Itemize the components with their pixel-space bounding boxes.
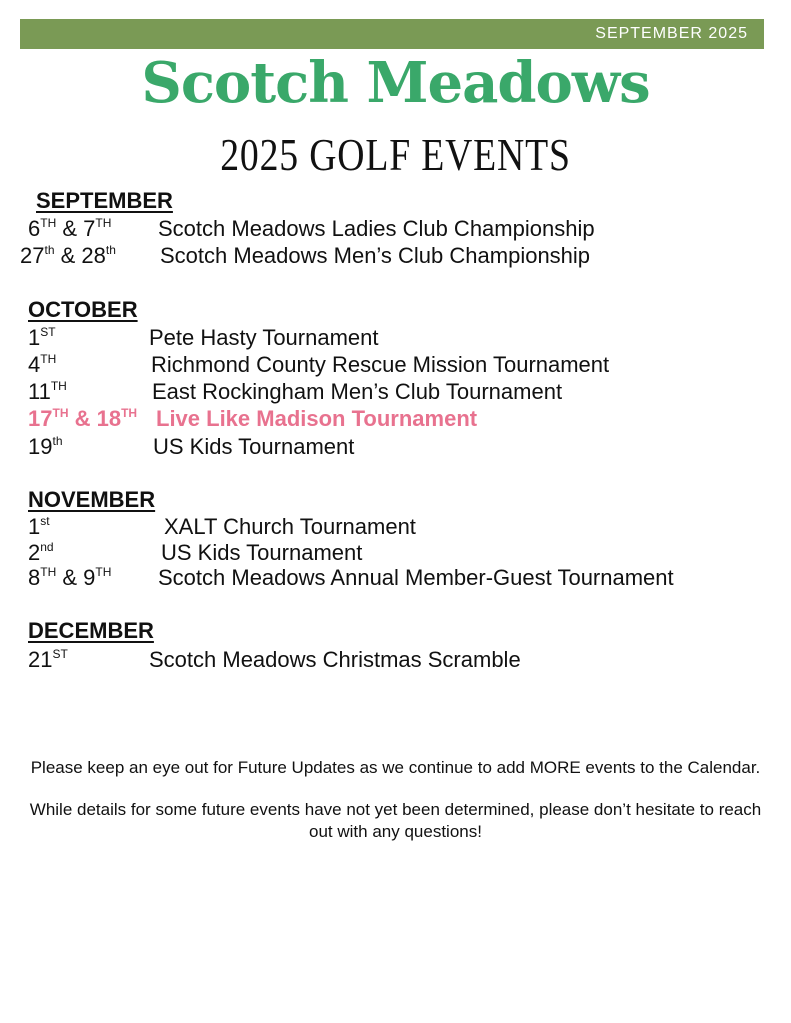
- events-subtitle: 2025 GOLF EVENTS: [220, 129, 571, 180]
- event-name: Scotch Meadows Ladies Club Championship: [158, 216, 595, 241]
- event-name: XALT Church Tournament: [164, 514, 416, 539]
- event-name: Scotch Meadows Annual Member-Guest Tournament: [158, 565, 674, 590]
- event-date: 6TH & 7TH: [28, 216, 112, 241]
- event-date: 4TH: [28, 352, 57, 377]
- footer-notes: [20, 757, 771, 863]
- banner-label: SEPTEMBER 2025: [595, 25, 748, 42]
- note-questions: While details for some future events have not yet been determined, please don’t hesitate to reach out with any questions!: [29, 800, 762, 841]
- month-heading-november: NOVEMBER: [28, 487, 156, 512]
- event-name: Scotch Meadows Men’s Club Championship: [160, 243, 591, 268]
- event-date: 21ST: [28, 647, 68, 672]
- event-date: 27th & 28th: [20, 243, 116, 268]
- event-date: 8TH & 9TH: [28, 565, 112, 590]
- event-date: 11TH: [28, 379, 67, 404]
- month-heading-december: DECEMBER: [28, 618, 154, 643]
- event-date: 1ST: [28, 325, 56, 350]
- event-name: US Kids Tournament: [161, 540, 363, 565]
- event-date: 19th: [28, 434, 63, 459]
- note-future-updates: Please keep an eye out for Future Updates as we continue to add MORE events to the Calendar.: [30, 758, 761, 777]
- event-date: 2nd: [28, 540, 54, 565]
- event-name: Scotch Meadows Christmas Scramble: [149, 647, 521, 672]
- event-name: US Kids Tournament: [153, 434, 355, 459]
- event-name: East Rockingham Men’s Club Tournament: [152, 379, 563, 404]
- event-name: Live Like Madison Tournament: [156, 406, 478, 431]
- month-heading-september: SEPTEMBER: [36, 188, 173, 213]
- brand-title: Scotch Meadows: [141, 50, 650, 116]
- event-name: Richmond County Rescue Mission Tournament: [151, 352, 610, 377]
- month-heading-october: OCTOBER: [28, 297, 138, 322]
- event-date: 17TH & 18TH: [28, 406, 138, 431]
- event-date: 1st: [28, 514, 50, 539]
- month-banner: [20, 19, 764, 49]
- event-name: Pete Hasty Tournament: [149, 325, 379, 350]
